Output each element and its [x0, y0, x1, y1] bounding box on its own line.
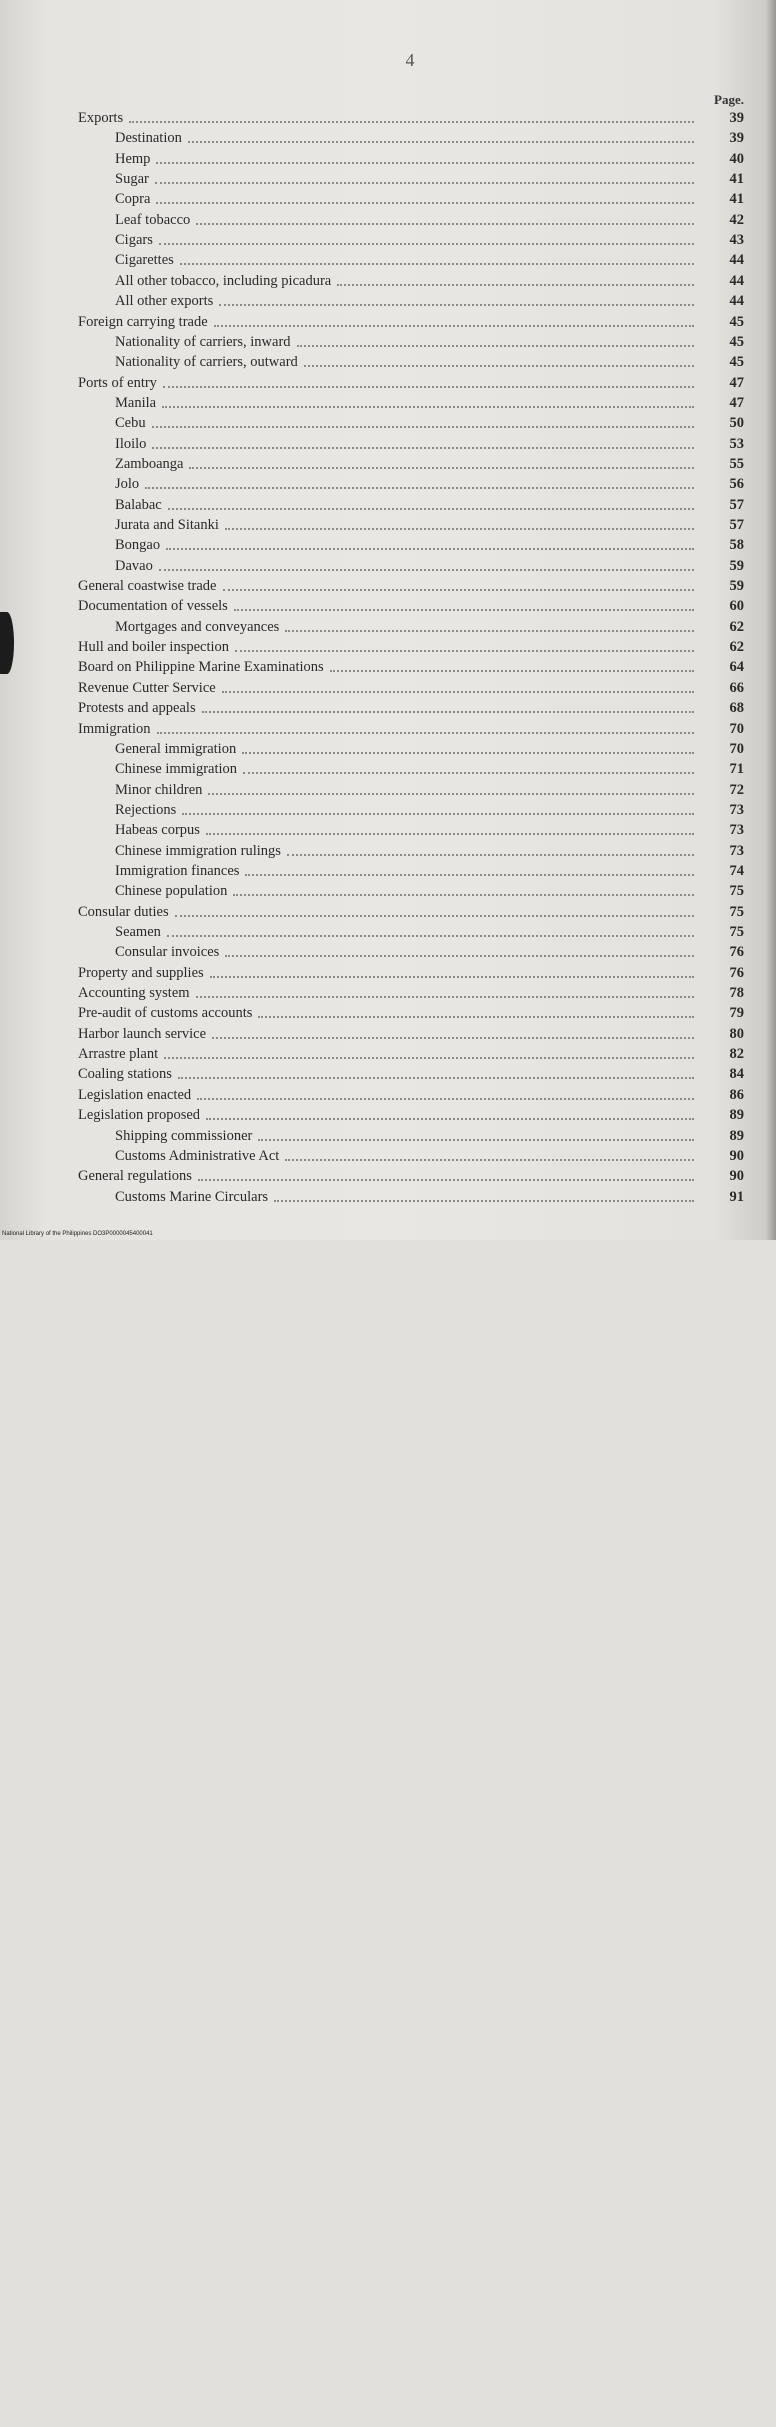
dot-leader — [208, 793, 694, 795]
dot-leader — [242, 752, 694, 754]
toc-entry — [0, 312, 776, 332]
toc-entry-label: Davao — [115, 557, 153, 574]
toc-entry-label: All other exports — [115, 293, 214, 310]
toc-entry-page: 47 — [729, 374, 744, 391]
dot-leader — [330, 670, 694, 672]
toc-entry-label: Board on Philippine Marine Examinations — [78, 659, 324, 676]
toc-entry — [0, 393, 776, 413]
toc-entry-label: Customs Administrative Act — [115, 1147, 280, 1164]
toc-entry-label: Copra — [115, 191, 151, 208]
toc-entry — [0, 1105, 776, 1125]
toc-entry-page: 62 — [729, 618, 744, 635]
dot-leader — [337, 284, 694, 286]
toc-entry-label: Chinese population — [115, 883, 228, 900]
toc-entry-page: 90 — [729, 1147, 744, 1164]
toc-entry-page: 86 — [729, 1086, 744, 1103]
toc-entry — [0, 698, 776, 718]
toc-entry-label: Jurata and Sitanki — [115, 517, 219, 533]
dot-leader — [129, 121, 694, 123]
toc-entry — [0, 800, 776, 820]
dot-leader — [219, 304, 694, 306]
toc-entry-page: 82 — [729, 1046, 744, 1063]
toc-entry-page: 80 — [729, 1025, 744, 1042]
toc-entry — [0, 841, 776, 861]
toc-entry-page: 39 — [729, 130, 744, 147]
toc-entry-page: 39 — [729, 110, 744, 126]
toc-entry — [0, 617, 776, 637]
dot-leader — [297, 345, 694, 347]
toc-entry-label: General coastwise trade — [78, 578, 217, 595]
dot-leader — [235, 650, 694, 652]
dot-leader — [222, 691, 694, 693]
toc-entry-label: Property and supplies — [78, 964, 204, 981]
dot-leader — [285, 630, 694, 632]
toc-entry-page: 71 — [729, 761, 744, 778]
toc-entry-label: Mortgages and conveyances — [115, 618, 280, 635]
dot-leader — [285, 1159, 694, 1161]
dot-leader — [196, 223, 694, 225]
toc-entry-page: 42 — [729, 211, 744, 228]
toc-entry — [0, 820, 776, 840]
toc-entry-label: Chinese immigration — [115, 761, 238, 778]
toc-entry-label: Chinese immigration rulings — [115, 842, 281, 859]
dot-leader — [223, 589, 694, 591]
toc-entry — [0, 454, 776, 474]
toc-entry-page: 70 — [729, 740, 744, 757]
toc-entry-page: 57 — [729, 496, 744, 513]
toc-entry-page: 64 — [729, 659, 744, 676]
toc-entry-label: Customs Marine Circulars — [115, 1188, 269, 1205]
toc-entry-page: 50 — [729, 415, 744, 432]
dot-leader — [163, 386, 694, 388]
dot-leader — [214, 325, 694, 327]
dot-leader — [233, 894, 694, 896]
toc-entry — [0, 678, 776, 698]
toc-entry-label: Immigration — [78, 720, 151, 737]
toc-entry — [0, 149, 776, 169]
toc-entry-page: 41 — [729, 191, 744, 208]
toc-entry-label: Rejections — [115, 801, 177, 818]
dot-leader — [152, 426, 694, 428]
toc-entry — [0, 922, 776, 942]
toc-entry-page: 68 — [729, 700, 744, 717]
toc-entry-label: Foreign carrying trade — [78, 313, 208, 330]
toc-entry-label: Hemp — [115, 150, 151, 167]
toc-entry — [0, 1126, 776, 1146]
toc-entry-label: Exports — [78, 110, 124, 126]
dot-leader — [159, 243, 694, 245]
toc-entry — [0, 739, 776, 759]
toc-entry — [0, 556, 776, 576]
toc-entry-label: Bongao — [115, 537, 161, 554]
dot-leader — [202, 711, 694, 713]
page-number: 4 — [405, 50, 415, 70]
toc-entry-page: 44 — [729, 252, 744, 269]
toc-entry-label: Seamen — [115, 924, 161, 940]
toc-entry — [0, 1146, 776, 1166]
dot-leader — [225, 528, 694, 530]
dot-leader — [245, 874, 694, 876]
toc-entry-label: Cigarettes — [115, 252, 174, 269]
dot-leader — [189, 467, 694, 469]
dot-leader — [157, 732, 694, 734]
toc-entry — [0, 210, 776, 230]
dot-leader — [167, 935, 694, 937]
toc-entry — [0, 942, 776, 962]
toc-entry-page: 72 — [729, 781, 744, 798]
toc-entry-label: General immigration — [115, 740, 237, 757]
toc-entry-label: Jolo — [115, 476, 140, 493]
dot-leader — [164, 1057, 694, 1059]
toc-entry-page: 45 — [729, 354, 744, 371]
dot-leader — [159, 569, 694, 571]
toc-entry-page: 84 — [729, 1066, 744, 1083]
dot-leader — [175, 915, 694, 917]
toc-entry-label: Coaling stations — [78, 1066, 172, 1083]
dot-leader — [197, 1098, 694, 1100]
toc-entry-page: 73 — [729, 801, 744, 818]
toc-entry — [0, 128, 776, 148]
toc-entry-label: Cebu — [115, 415, 146, 432]
toc-entry — [0, 1166, 776, 1186]
dot-leader — [212, 1037, 694, 1039]
toc-entry-page: 75 — [729, 903, 744, 920]
toc-entry-label: Nationality of carriers, inward — [115, 333, 291, 350]
toc-entry — [0, 108, 776, 128]
toc-entry-page: 55 — [729, 455, 744, 472]
toc-entry-label: Manila — [115, 394, 157, 411]
toc-entry-page: 76 — [729, 964, 744, 981]
toc-entry-label: Ports of entry — [78, 374, 157, 391]
toc-entry — [0, 861, 776, 881]
toc-entry-page: 53 — [729, 435, 744, 452]
toc-entry — [0, 515, 776, 535]
toc-entry-label: Legislation enacted — [78, 1086, 192, 1103]
toc-entry-label: Cigars — [115, 232, 153, 249]
toc-entry-page: 66 — [729, 679, 744, 696]
dot-leader — [287, 854, 694, 856]
dot-leader — [180, 263, 694, 265]
toc-entry-label: Leaf tobacco — [115, 211, 191, 228]
dot-leader — [206, 1118, 694, 1120]
scan-credit: National Library of the Philippines DO3P0000045400041 — [2, 1231, 153, 1237]
toc-entry — [0, 189, 776, 209]
toc-entry — [0, 434, 776, 454]
dot-leader — [210, 976, 694, 978]
toc-entry — [0, 169, 776, 189]
dot-leader — [156, 202, 694, 204]
toc-entry-label: Shipping commissioner — [115, 1127, 253, 1144]
dot-leader — [258, 1139, 694, 1141]
toc-entry — [0, 1187, 776, 1207]
toc-entry-page: 62 — [729, 639, 744, 656]
toc-entry — [0, 1085, 776, 1105]
toc-entry-label: Pre-audit of customs accounts — [78, 1005, 253, 1022]
toc-entry — [0, 474, 776, 494]
toc-entry-page: 57 — [729, 517, 744, 533]
dot-leader — [243, 772, 694, 774]
toc-entry-page: 70 — [729, 720, 744, 737]
toc-entry-label: Arrastre plant — [78, 1046, 159, 1063]
page-column-header: Page. — [714, 92, 744, 107]
toc-entry-page: 91 — [729, 1188, 744, 1205]
toc-entry-page: 40 — [729, 150, 744, 167]
toc-entry-page: 47 — [729, 394, 744, 411]
toc-entry — [0, 576, 776, 596]
toc-entry — [0, 657, 776, 677]
toc-entry-page: 90 — [729, 1168, 744, 1185]
toc-entry-label: Habeas corpus — [115, 822, 200, 839]
toc-entry-page: 43 — [729, 232, 744, 249]
toc-entry-label: Consular invoices — [115, 944, 220, 961]
toc-entry — [0, 719, 776, 739]
toc-entry-page: 59 — [729, 578, 744, 595]
toc-entry-label: Legislation proposed — [78, 1107, 201, 1124]
toc-entry-page: 89 — [729, 1127, 744, 1144]
toc-entry-page: 79 — [729, 1005, 744, 1022]
toc-entry — [0, 902, 776, 922]
dot-leader — [155, 182, 694, 184]
toc-entry-page: 78 — [729, 985, 744, 1002]
dot-leader — [258, 1016, 694, 1018]
toc-entry — [0, 780, 776, 800]
toc-entry — [0, 596, 776, 616]
toc-entry — [0, 291, 776, 311]
toc-entry — [0, 983, 776, 1003]
dot-leader — [182, 813, 694, 815]
toc-entry — [0, 963, 776, 983]
toc-entry-label: Zamboanga — [115, 455, 184, 472]
dot-leader — [152, 447, 694, 449]
toc-entry-page: 60 — [729, 598, 744, 615]
toc-entry — [0, 495, 776, 515]
toc-entry-page: 73 — [729, 842, 744, 859]
toc-entry — [0, 1044, 776, 1064]
toc-entry — [0, 637, 776, 657]
dot-leader — [162, 406, 694, 408]
toc-entry-page: 75 — [729, 924, 744, 940]
toc-entry-page: 44 — [729, 272, 744, 289]
toc-entry-label: Accounting system — [78, 985, 190, 1002]
dot-leader — [156, 162, 694, 164]
toc-entry-page: 58 — [729, 537, 744, 554]
dot-leader — [166, 548, 694, 550]
dot-leader — [225, 955, 694, 957]
dot-leader — [304, 365, 694, 367]
toc-entry-label: Nationality of carriers, outward — [115, 354, 298, 371]
toc-entry-label: Harbor launch service — [78, 1025, 207, 1042]
toc-entry — [0, 230, 776, 250]
dot-leader — [178, 1077, 694, 1079]
toc-entry-label: All other tobacco, including picadura — [115, 272, 332, 289]
toc-entry-page: 41 — [729, 171, 744, 188]
dot-leader — [198, 1179, 694, 1181]
toc-entry-page: 73 — [729, 822, 744, 839]
toc-entry-label: General regulations — [78, 1168, 192, 1185]
dot-leader — [234, 609, 694, 611]
toc-entry-page: 74 — [729, 862, 744, 879]
toc-entry-page: 45 — [729, 333, 744, 350]
dot-leader — [206, 833, 694, 835]
dot-leader — [168, 508, 694, 510]
toc-entry — [0, 759, 776, 779]
toc-entry — [0, 1024, 776, 1044]
dot-leader — [145, 487, 694, 489]
toc-entry-label: Minor children — [115, 781, 203, 798]
toc-entry — [0, 373, 776, 393]
toc-entry-label: Immigration finances — [115, 862, 240, 879]
toc-entry-page: 76 — [729, 944, 744, 961]
dot-leader — [274, 1200, 694, 1202]
toc-entry — [0, 332, 776, 352]
toc-entry — [0, 1003, 776, 1023]
toc-entry — [0, 1064, 776, 1084]
toc-entry-label: Revenue Cutter Service — [78, 679, 216, 696]
dot-leader — [188, 141, 694, 143]
toc-entry — [0, 250, 776, 270]
toc-entry — [0, 535, 776, 555]
toc-entry-label: Protests and appeals — [78, 700, 196, 717]
toc-entry-page: 56 — [729, 476, 744, 493]
toc-entry-label: Iloilo — [115, 435, 147, 452]
toc-entry — [0, 352, 776, 372]
toc-entry-label: Balabac — [115, 496, 162, 513]
toc-entry-page: 44 — [729, 293, 744, 310]
toc-entry — [0, 413, 776, 433]
toc-entry-page: 45 — [729, 313, 744, 330]
dot-leader — [196, 996, 694, 998]
toc-entry — [0, 271, 776, 291]
toc-entry — [0, 881, 776, 901]
toc-entry-label: Consular duties — [78, 903, 169, 920]
toc-entry-label: Destination — [115, 130, 182, 147]
toc-entry-page: 75 — [729, 883, 744, 900]
toc-entry-label: Documentation of vessels — [78, 598, 228, 615]
toc-entry-page: 89 — [729, 1107, 744, 1124]
toc-entry-label: Hull and boiler inspection — [78, 639, 230, 656]
toc-entry-page: 59 — [729, 557, 744, 574]
toc-entry-label: Sugar — [115, 171, 149, 188]
